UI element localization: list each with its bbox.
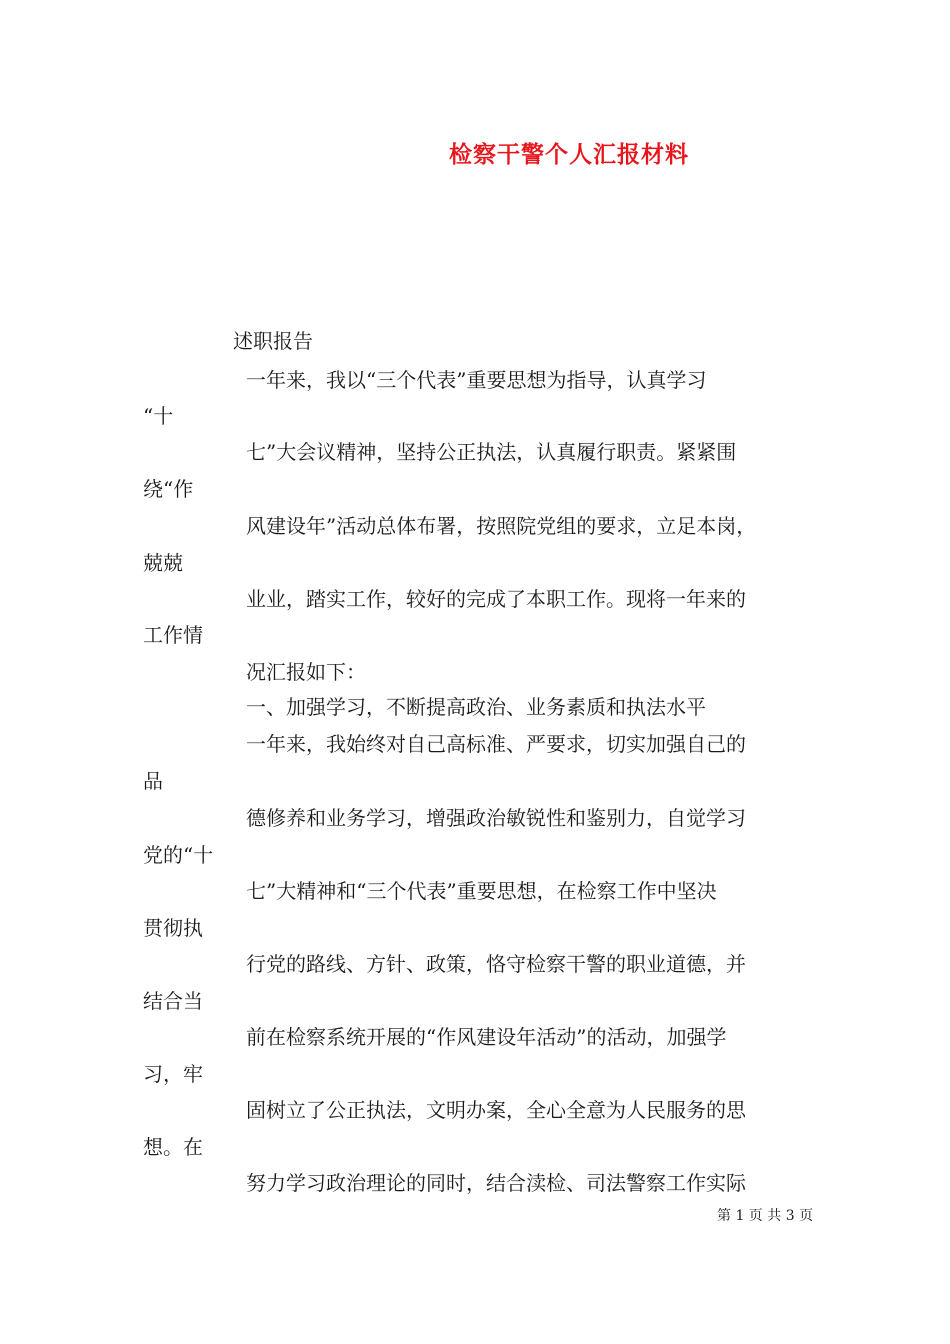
body-line-6: 兢兢	[143, 551, 183, 575]
body-line-19: 前在检察系统开展的“作风建设年活动”的活动，加强学	[246, 1025, 727, 1049]
section-heading-1: 一、加强学习，不断提高政治、业务素质和执法水平	[246, 695, 706, 719]
page-footer: 第 1 页 共 3 页	[717, 1208, 814, 1224]
body-line-13: 德修养和业务学习，增强政治敏锐性和鉴别力，自觉学习	[246, 806, 746, 830]
body-line-15: 七”大精神和“三个代表”重要思想，在检察工作中坚决	[246, 879, 717, 903]
report-subtitle: 述职报告	[233, 329, 313, 353]
body-line-5: 风建设年”活动总体布署，按照院党组的要求，立足本岗，	[246, 514, 757, 538]
body-line-17: 行党的路线、方针、政策，恪守检察干警的职业道德，并	[246, 952, 746, 976]
body-line-3: 七”大会议精神，坚持公正执法，认真履行职责。紧紧围	[246, 440, 737, 464]
body-line-12: 品	[143, 769, 163, 793]
body-line-22: 想。在	[143, 1135, 203, 1159]
body-line-23: 努力学习政治理论的同时，结合渎检、司法警察工作实际	[246, 1171, 746, 1195]
body-line-1: 一年来，我以“三个代表”重要思想为指导，认真学习	[246, 368, 707, 392]
document-title: 检察干警个人汇报材料	[449, 141, 689, 168]
body-line-8: 工作情	[143, 623, 203, 647]
body-line-9: 况汇报如下：	[246, 660, 366, 684]
body-line-4: 绕“作	[143, 477, 194, 501]
body-line-11: 一年来，我始终对自己高标准、严要求，切实加强自己的	[246, 732, 746, 756]
body-line-16: 贯彻执	[143, 916, 203, 940]
body-line-21: 固树立了公正执法，文明办案，全心全意为人民服务的思	[246, 1098, 746, 1122]
body-line-2: “十	[143, 404, 174, 428]
body-line-7: 业业，踏实工作，较好的完成了本职工作。现将一年来的	[246, 587, 746, 611]
body-line-14: 党的“十	[143, 843, 214, 867]
body-line-20: 习，牢	[143, 1062, 203, 1086]
body-line-18: 结合当	[143, 989, 203, 1013]
